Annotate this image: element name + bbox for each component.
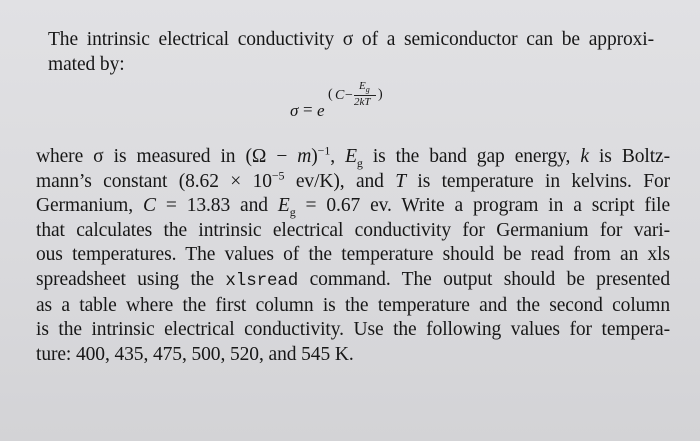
body-line-6 bbox=[36, 268, 670, 294]
body-line-1-k-symbol: k bbox=[580, 146, 589, 167]
equation-constant-c: C bbox=[335, 88, 345, 103]
body-line-8: is the intrinsic electrical conductivity. Use the following values for tempera- bbox=[36, 319, 670, 341]
body-line-2-exponent: −5 bbox=[271, 168, 285, 183]
body-line-1-energy-symbol: E bbox=[345, 146, 357, 167]
equation-numerator-subscript: g bbox=[365, 85, 370, 95]
body-line-2-part-c: is temperature in kelvins. For bbox=[405, 170, 670, 192]
body-line-3 bbox=[36, 194, 670, 219]
equation-sigma: σ bbox=[290, 101, 299, 120]
body-line-6-part-a: spreadsheet using the bbox=[36, 268, 226, 290]
body-line-1-part-b: ) bbox=[311, 146, 318, 167]
body-line-3-energy-symbol: E bbox=[277, 195, 290, 217]
body-line-7: as a table where the first column is the temperature and the second column bbox=[36, 294, 670, 316]
body-line-2-part-a: mann’s constant (8.62 × 10 bbox=[36, 170, 272, 192]
body-line-1-energy-subscript: g bbox=[356, 155, 363, 170]
body-line-1-meter: m bbox=[297, 146, 312, 167]
body-line-3-c-symbol: C bbox=[142, 195, 156, 217]
body-line-4: that calculates the intrinsic electrical conductivity for Germanium for vari- bbox=[36, 219, 670, 241]
body-line-2-part-b: ev/K), and bbox=[284, 170, 396, 192]
body-line-2 bbox=[36, 170, 670, 195]
body-line-6-code: xlsread bbox=[225, 270, 299, 291]
body-line-1-part-e: is Boltz- bbox=[588, 146, 670, 167]
equation-equals: = bbox=[303, 100, 313, 119]
equation-numerator bbox=[359, 80, 370, 95]
body-line-6-part-b: command. The output should be presented bbox=[298, 268, 670, 290]
body-line-1-exponent: −1 bbox=[317, 143, 331, 158]
conductivity-equation bbox=[290, 80, 420, 134]
body-line-3-part-c: = 0.67 ev. Write a program in a script file bbox=[295, 195, 671, 217]
equation-exponential-base: e bbox=[317, 101, 325, 120]
equation-denominator: 2kT bbox=[354, 96, 371, 108]
body-paragraph bbox=[36, 145, 670, 367]
equation-numerator-e: E bbox=[359, 80, 366, 92]
body-line-5: ous temperatures. The values of the temperature should be read from an xls bbox=[36, 244, 670, 266]
equation-close-paren: ) bbox=[378, 87, 383, 102]
body-line-1 bbox=[36, 145, 670, 170]
body-line-1-part-a: where σ is measured in (Ω − bbox=[36, 146, 298, 167]
body-line-9: ture: 400, 435, 475, 500, 520, and 545 K. bbox=[36, 343, 354, 365]
body-line-3-part-a: Germanium, bbox=[36, 195, 143, 217]
intro-paragraph bbox=[48, 28, 654, 77]
body-line-2-t-symbol: T bbox=[395, 170, 406, 192]
equation-minus: − bbox=[345, 88, 353, 103]
body-line-3-part-b: = 13.83 and bbox=[155, 195, 278, 217]
intro-line-2: mated by: bbox=[48, 53, 125, 75]
body-line-1-part-d: is the band gap energy, bbox=[362, 146, 581, 167]
body-line-3-energy-subscript: g bbox=[289, 205, 296, 220]
body-line-1-comma: , bbox=[330, 146, 346, 167]
intro-line-1: The intrinsic electrical conductivity σ of a semiconductor can be approxi- bbox=[48, 29, 654, 50]
equation-open-paren: ( bbox=[328, 87, 333, 102]
